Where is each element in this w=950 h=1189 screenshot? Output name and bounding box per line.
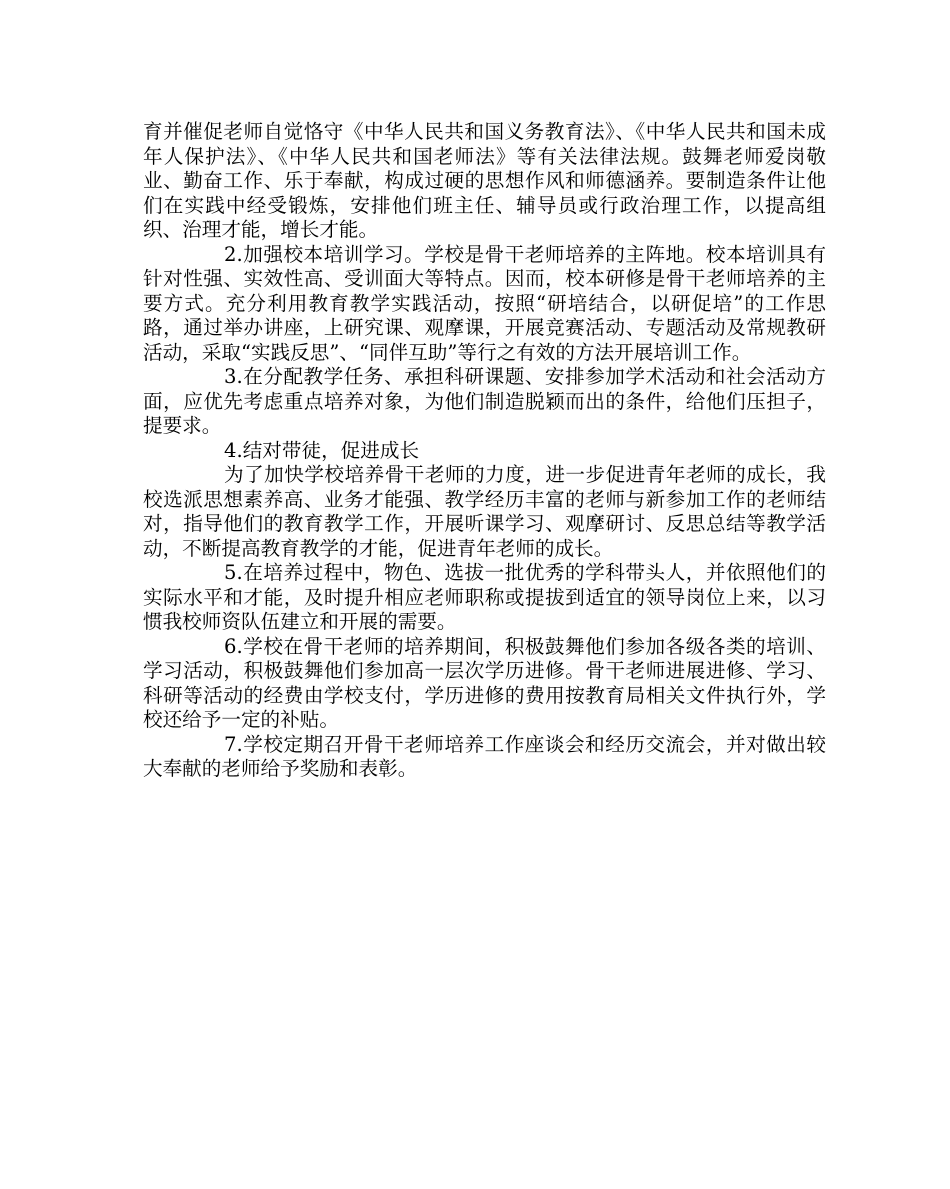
- paragraph-2: 2.加强校本培训学习。学校是骨干老师培养的主阵地。校本培训具有针对性强、实效性高、受训面大等特点。因而，校本研修是骨干老师培养的主要方式。充分利用教育教学实践活动，按照“研培结合，以研促培”的工作思路，通过举办讲座，上研究课、观摩课，开展竞赛活动、专题活动及常规教研活动，采取“实践反思”、“同伴互助”等行之有效的方法开展培训工作。: [143, 242, 826, 364]
- paragraph-6: 5.在培养过程中，物色、选拔一批优秀的学科带头人，并依照他们的实际水平和才能，及时提升相应老师职称或提拔到适宜的领导岗位上来，以习惯我校师资队伍建立和开展的需要。: [143, 561, 826, 633]
- paragraph-3: 3.在分配教学任务、承担科研课题、安排参加学术活动和社会活动方面，应优先考虑重点培养对象，为他们制造脱颖而出的条件，给他们压担子，提要求。: [143, 365, 826, 437]
- paragraph-4-heading: 4.结对带徒，促进成长: [224, 438, 420, 462]
- paragraph-5: 为了加快学校培养骨干老师的力度，进一步促进青年老师的成长，我校选派思想素养高、业务才能强、教学经历丰富的老师与新参加工作的老师结对，指导他们的教育教学工作，开展听课学习、观摩研讨、反思总结等教学活动，不断提高教育教学的才能，促进青年老师的成长。: [143, 463, 826, 560]
- document-body: [143, 120, 826, 782]
- paragraph-7: 6.学校在骨干老师的培养期间，积极鼓舞他们参加各级各类的培训、学习活动，积极鼓舞他们参加高一层次学历进修。骨干老师进展进修、学习、科研等活动的经费由学校支付，学历进修的费用按教育局相关文件执行外，学校还给予一定的补贴。: [143, 634, 826, 731]
- paragraph-8: 7.学校定期召开骨干老师培养工作座谈会和经历交流会，并对做出较大奉献的老师给予奖励和表彰。: [143, 732, 826, 780]
- paragraph-1: 育并催促老师自觉恪守《中华人民共和国义务教育法》、《中华人民共和国未成年人保护法》、《中华人民共和国老师法》等有关法律法规。鼓舞老师爱岗敬业、勤奋工作、乐于奉献，构成过硬的思想作风和师德涵养。要制造条件让他们在实践中经受锻炼，安排他们班主任、辅导员或行政治理工作，以提高组织、治理才能，增长才能。: [143, 120, 826, 241]
